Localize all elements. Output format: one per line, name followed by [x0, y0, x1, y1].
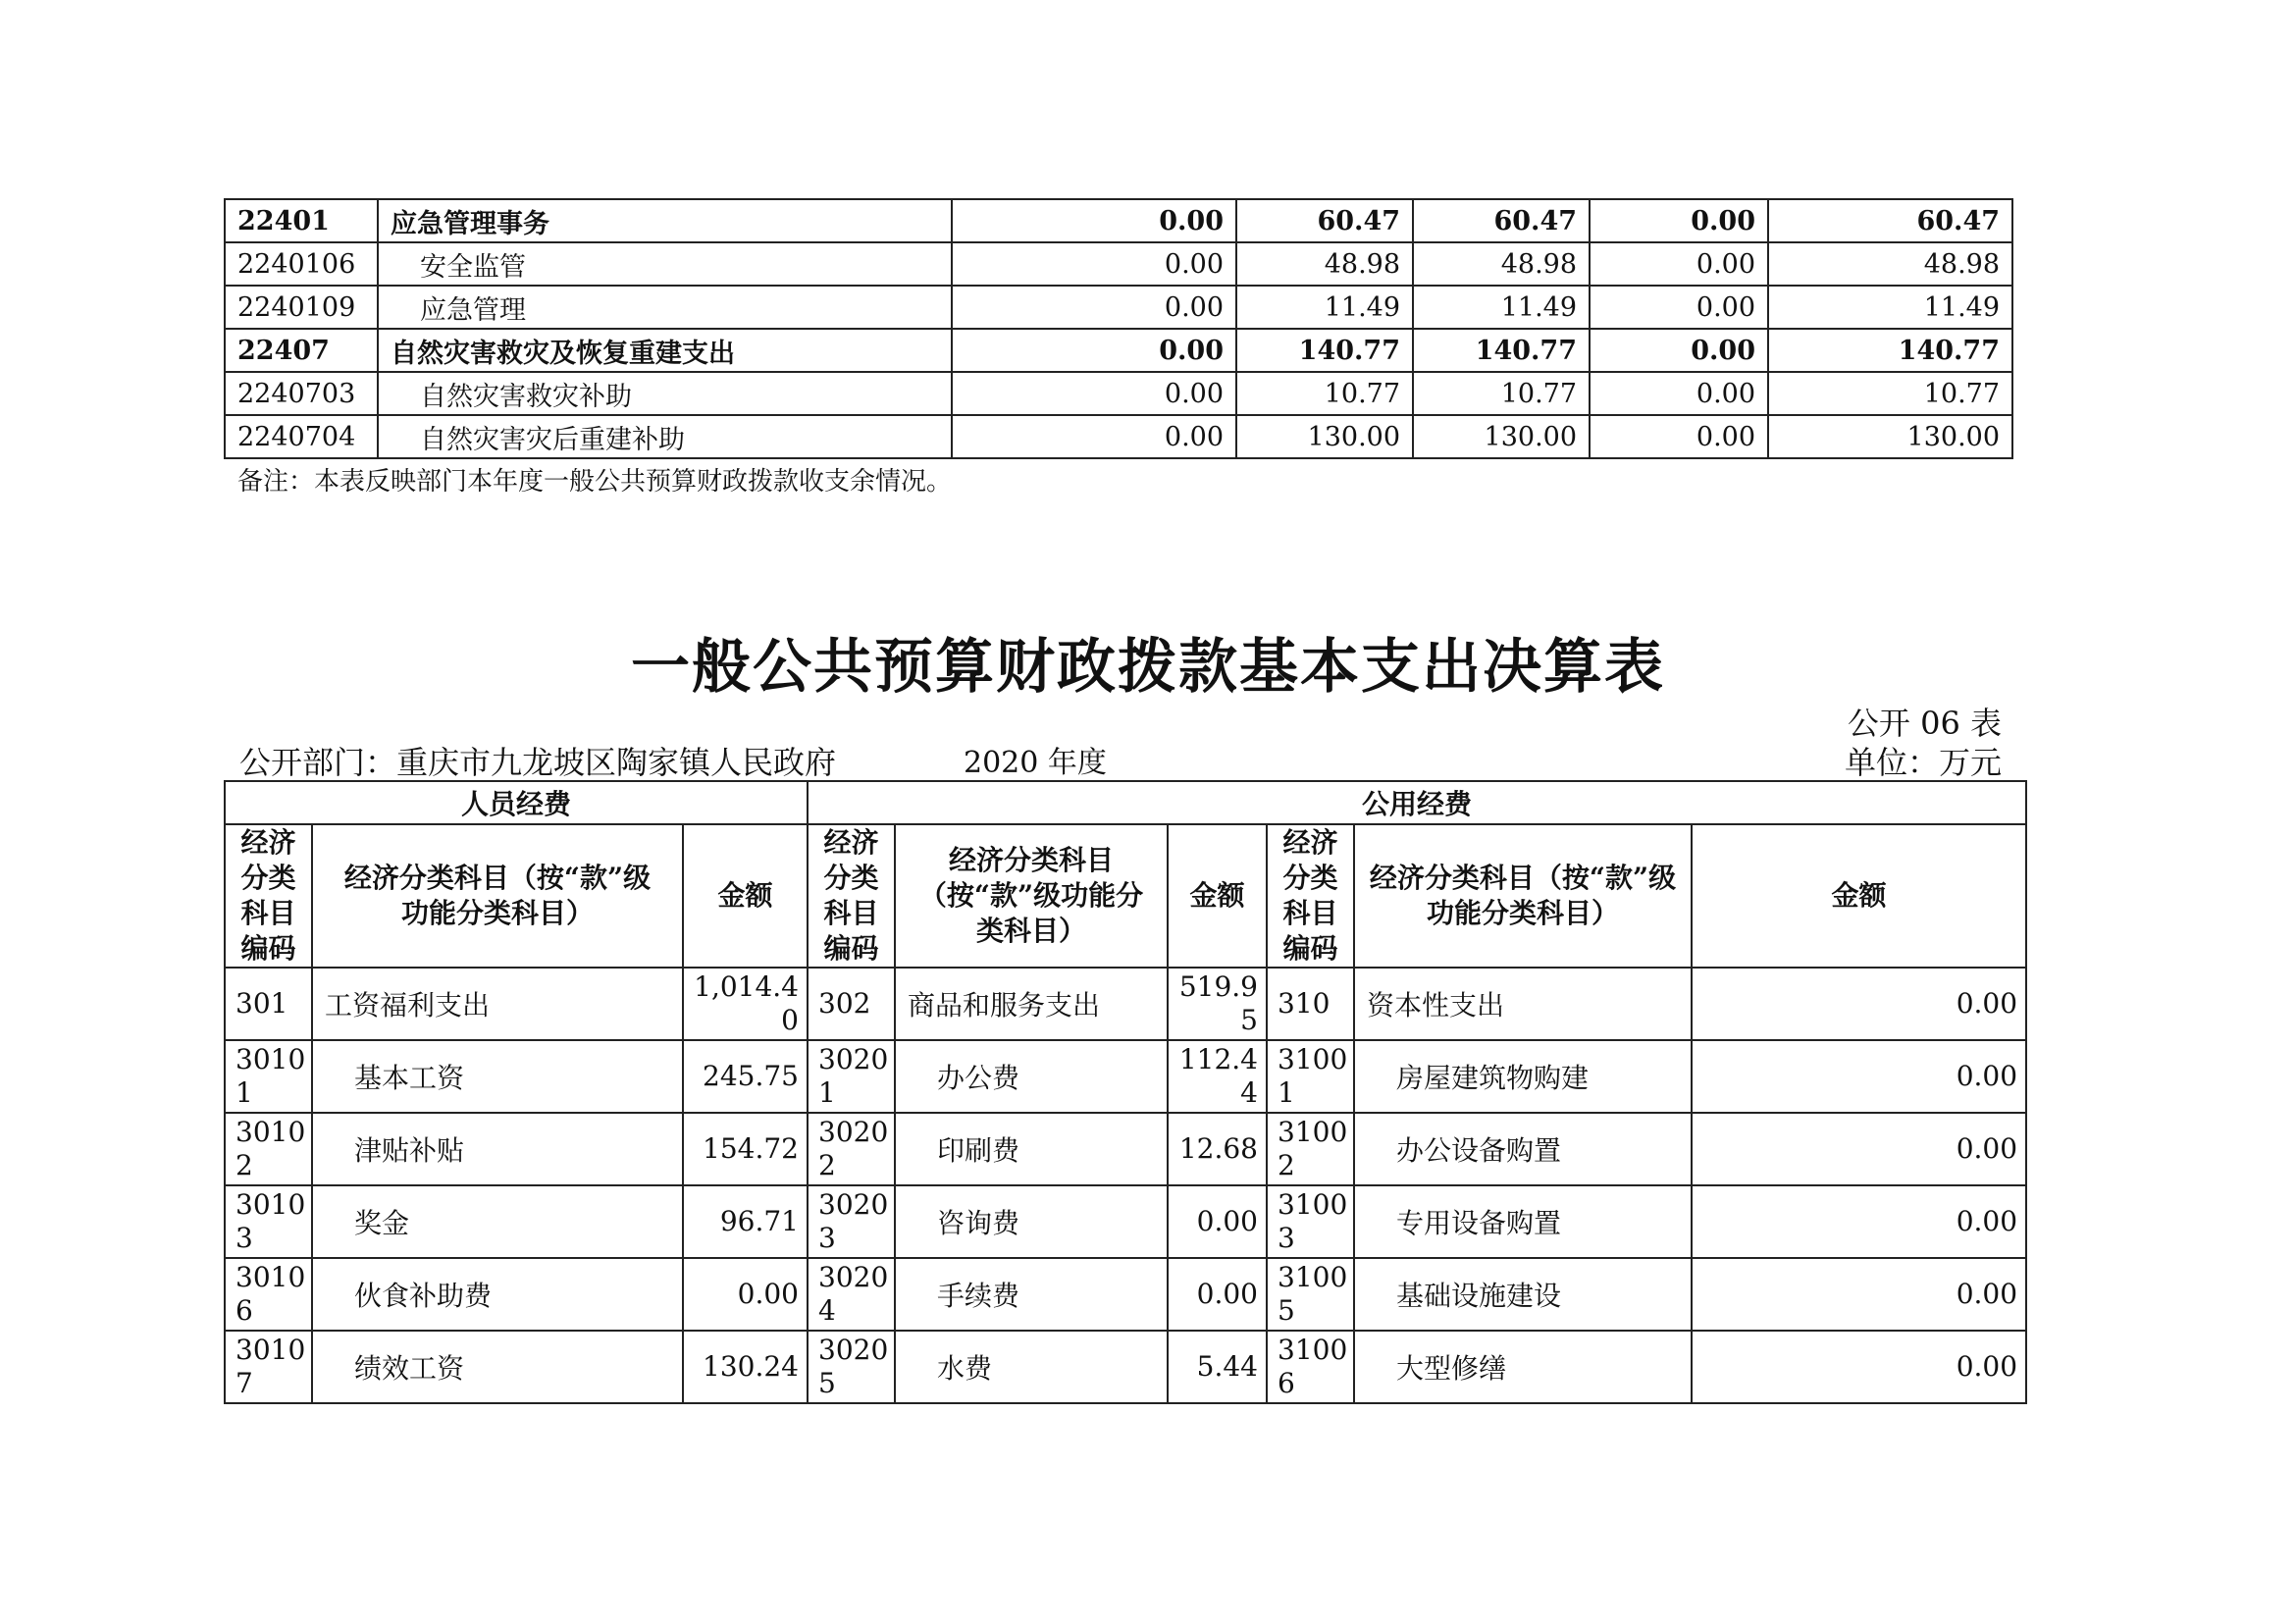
row-value: 60.47 — [1413, 199, 1590, 242]
group-header-public: 公用经费 — [808, 781, 2026, 824]
row-value: 0.00 — [1590, 199, 1768, 242]
row-value: 0.00 — [952, 242, 1236, 286]
row-value: 10.77 — [1768, 372, 2012, 415]
row-value: 0.00 — [952, 286, 1236, 329]
econ-code: 30106 — [225, 1258, 312, 1331]
row-value: 60.47 — [1768, 199, 2012, 242]
table-number: 公开 06 表 — [1847, 705, 2002, 742]
row-code: 2240106 — [225, 242, 378, 286]
table-note: 备注：本表反映部门本年度一般公共预算财政拨款收支余情况。 — [237, 467, 953, 497]
row-name: 安全监管 — [378, 242, 952, 286]
amount: 154.72 — [683, 1113, 808, 1185]
row-name: 应急管理事务 — [378, 199, 952, 242]
row-value: 140.77 — [1413, 329, 1590, 372]
table-row — [225, 372, 2012, 415]
amount: 130.24 — [683, 1331, 808, 1403]
econ-code: 301 — [225, 968, 312, 1040]
row-value: 48.98 — [1236, 242, 1413, 286]
row-value: 0.00 — [952, 372, 1236, 415]
row-value: 0.00 — [952, 199, 1236, 242]
row-name: 自然灾害灾后重建补助 — [378, 415, 952, 458]
econ-code: 30201 — [808, 1040, 895, 1113]
econ-name: 津贴补贴 — [312, 1113, 683, 1185]
econ-code: 30107 — [225, 1331, 312, 1403]
row-value: 0.00 — [1590, 372, 1768, 415]
row-value: 11.49 — [1413, 286, 1590, 329]
row-value: 140.77 — [1236, 329, 1413, 372]
row-value: 0.00 — [1590, 286, 1768, 329]
econ-name: 印刷费 — [895, 1113, 1168, 1185]
amount: 112.44 — [1168, 1040, 1267, 1113]
row-value: 48.98 — [1768, 242, 2012, 286]
col-header-code: 经济分类科目编码 — [225, 824, 312, 968]
col-header-name: 经济分类科目（按“款”级功能分类科目） — [1354, 824, 1692, 968]
table-row — [225, 286, 2012, 329]
amount: 0.00 — [1168, 1258, 1267, 1331]
amount: 0.00 — [1168, 1185, 1267, 1258]
econ-name: 大型修缮 — [1354, 1331, 1692, 1403]
econ-code: 31005 — [1267, 1258, 1354, 1331]
row-value: 0.00 — [952, 329, 1236, 372]
col-header-name: 经济分类科目（按“款”级功能分类科目） — [312, 824, 683, 968]
table-row — [225, 415, 2012, 458]
amount: 245.75 — [683, 1040, 808, 1113]
econ-name: 手续费 — [895, 1258, 1168, 1331]
row-name: 自然灾害救灾补助 — [378, 372, 952, 415]
table-row — [225, 1040, 2026, 1113]
page-title: 一般公共预算财政拨款基本支出决算表 — [631, 633, 1665, 702]
row-value: 60.47 — [1236, 199, 1413, 242]
amount: 519.95 — [1168, 968, 1267, 1040]
col-header-amount: 金额 — [1692, 824, 2026, 968]
econ-name: 基本工资 — [312, 1040, 683, 1113]
econ-name: 工资福利支出 — [312, 968, 683, 1040]
row-value: 130.00 — [1768, 415, 2012, 458]
col-header-code: 经济分类科目编码 — [808, 824, 895, 968]
col-header-name: 经济分类科目（按“款”级功能分类科目） — [895, 824, 1168, 968]
table-row — [225, 242, 2012, 286]
previous-table — [224, 198, 2013, 459]
amount: 1,014.40 — [683, 968, 808, 1040]
econ-code: 30203 — [808, 1185, 895, 1258]
table-row — [225, 1331, 2026, 1403]
econ-name: 办公设备购置 — [1354, 1113, 1692, 1185]
econ-code: 31002 — [1267, 1113, 1354, 1185]
econ-name: 水费 — [895, 1331, 1168, 1403]
row-value: 0.00 — [1590, 329, 1768, 372]
row-value: 130.00 — [1236, 415, 1413, 458]
econ-name: 伙食补助费 — [312, 1258, 683, 1331]
econ-code: 30204 — [808, 1258, 895, 1331]
econ-name: 绩效工资 — [312, 1331, 683, 1403]
unit-label: 单位：万元 — [1844, 744, 2002, 781]
econ-code: 30202 — [808, 1113, 895, 1185]
row-value: 10.77 — [1236, 372, 1413, 415]
row-value: 48.98 — [1413, 242, 1590, 286]
basic-expenditure-table — [224, 780, 2027, 1404]
econ-name: 办公费 — [895, 1040, 1168, 1113]
table-row — [225, 1185, 2026, 1258]
amount: 0.00 — [1692, 1258, 2026, 1331]
row-code: 2240109 — [225, 286, 378, 329]
table-row — [225, 199, 2012, 242]
econ-code: 30205 — [808, 1331, 895, 1403]
econ-code: 31001 — [1267, 1040, 1354, 1113]
amount: 5.44 — [1168, 1331, 1267, 1403]
row-value: 0.00 — [1590, 415, 1768, 458]
row-value: 10.77 — [1413, 372, 1590, 415]
amount: 0.00 — [1692, 1331, 2026, 1403]
table-row — [225, 329, 2012, 372]
group-header-personnel: 人员经费 — [225, 781, 808, 824]
fiscal-year: 2020 年度 — [964, 746, 1107, 780]
econ-code: 30101 — [225, 1040, 312, 1113]
econ-name: 专用设备购置 — [1354, 1185, 1692, 1258]
amount: 0.00 — [1692, 1113, 2026, 1185]
row-code: 2240704 — [225, 415, 378, 458]
econ-name: 奖金 — [312, 1185, 683, 1258]
econ-code: 30102 — [225, 1113, 312, 1185]
econ-name: 房屋建筑物购建 — [1354, 1040, 1692, 1113]
row-value: 0.00 — [1590, 242, 1768, 286]
amount: 0.00 — [1692, 1185, 2026, 1258]
table-row — [225, 1113, 2026, 1185]
amount: 0.00 — [1692, 968, 2026, 1040]
row-name: 应急管理 — [378, 286, 952, 329]
col-header-amount: 金额 — [683, 824, 808, 968]
amount: 96.71 — [683, 1185, 808, 1258]
col-header-code: 经济分类科目编码 — [1267, 824, 1354, 968]
row-value: 11.49 — [1768, 286, 2012, 329]
econ-name: 咨询费 — [895, 1185, 1168, 1258]
econ-code: 31003 — [1267, 1185, 1354, 1258]
row-value: 11.49 — [1236, 286, 1413, 329]
row-value: 130.00 — [1413, 415, 1590, 458]
econ-code: 31006 — [1267, 1331, 1354, 1403]
row-value: 0.00 — [952, 415, 1236, 458]
econ-code: 310 — [1267, 968, 1354, 1040]
table-row — [225, 1258, 2026, 1331]
econ-name: 商品和服务支出 — [895, 968, 1168, 1040]
econ-name: 基础设施建设 — [1354, 1258, 1692, 1331]
row-code: 22407 — [225, 329, 378, 372]
department: 公开部门：重庆市九龙坡区陶家镇人民政府 — [239, 744, 837, 781]
amount: 0.00 — [1692, 1040, 2026, 1113]
amount: 12.68 — [1168, 1113, 1267, 1185]
row-name: 自然灾害救灾及恢复重建支出 — [378, 329, 952, 372]
econ-name: 资本性支出 — [1354, 968, 1692, 1040]
row-value: 140.77 — [1768, 329, 2012, 372]
col-header-amount: 金额 — [1168, 824, 1267, 968]
row-code: 2240703 — [225, 372, 378, 415]
econ-code: 30103 — [225, 1185, 312, 1258]
table-row — [225, 968, 2026, 1040]
row-code: 22401 — [225, 199, 378, 242]
amount: 0.00 — [683, 1258, 808, 1331]
econ-code: 302 — [808, 968, 895, 1040]
